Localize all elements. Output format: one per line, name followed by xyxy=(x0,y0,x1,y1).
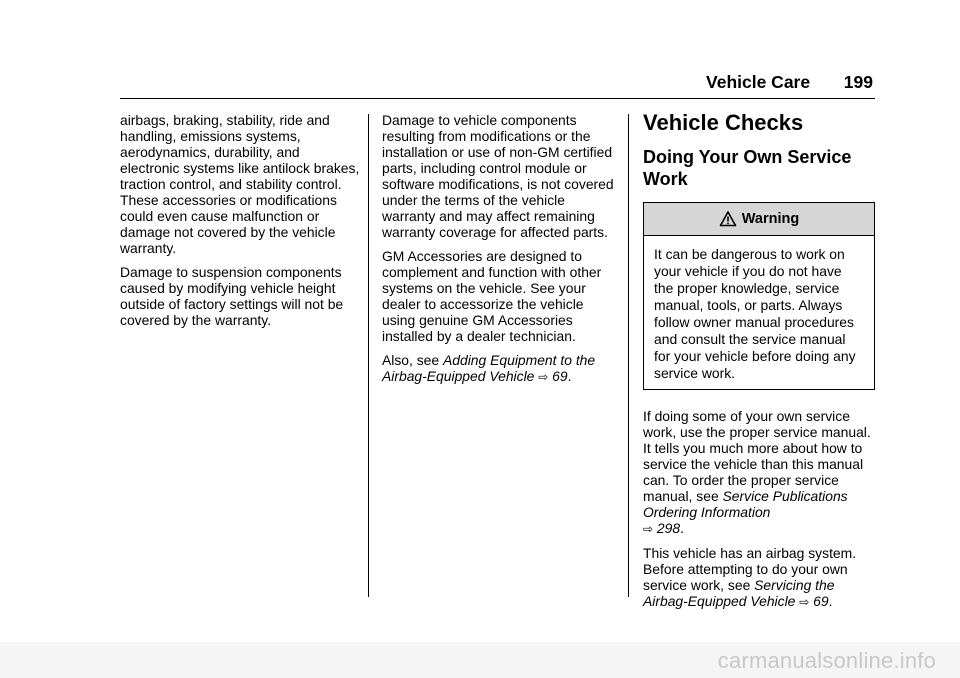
paragraph: airbags, braking, stability, ride and handling, emissions systems, aerodynamics, durability, and electronic systems like antilock brakes, traction control, and stability control. These accessories or modifications could even cause malfunction or damage not covered by the vehicle warranty. xyxy=(120,112,360,256)
column-left xyxy=(120,112,360,336)
text: Also, see xyxy=(382,352,443,368)
warning-title: Warning xyxy=(741,211,800,227)
xref-page[interactable]: 298 xyxy=(656,520,681,536)
page-header xyxy=(706,72,873,98)
warning-box xyxy=(643,202,875,390)
subsection-title: Doing Your Own Service Work xyxy=(643,147,852,189)
xref-link[interactable]: Servicing the Airbag-Equipped Vehicle xyxy=(643,577,835,609)
xref-page[interactable]: 69 xyxy=(813,593,829,609)
watermark-bar xyxy=(0,642,960,678)
page-ref-arrow-icon: ⇨ xyxy=(643,522,654,536)
header-section-title: Vehicle Care xyxy=(706,72,811,92)
warning-triangle-icon xyxy=(719,210,737,228)
paragraph: GM Accessories are designed to complement and function with other systems on the vehicle. See your dealer to accessorize the vehicle using genuine GM Accessories installed by a dealer technician. xyxy=(382,248,602,344)
text: This vehicle has an airbag system. Before attempting to do your own service work, see xyxy=(643,545,857,593)
page-number: 199 xyxy=(843,72,873,92)
paragraph-xref xyxy=(382,352,618,385)
text: . xyxy=(828,593,833,609)
xref-link[interactable]: Adding Equipment to the Airbag-Equipped Vehicle xyxy=(382,352,596,384)
column-divider-1 xyxy=(368,114,369,597)
page-ref-arrow-icon: ⇨ xyxy=(538,370,549,384)
xref-link[interactable]: Service Publications Ordering Information xyxy=(643,488,848,520)
header-rule xyxy=(120,98,875,99)
section-title: Vehicle Checks xyxy=(643,110,804,135)
page-ref-arrow-icon: ⇨ xyxy=(799,595,810,609)
text: If doing some of your own service work, use the proper service manual. It tells you much more about how to service the vehicle than this manual can. To order the proper service manual, see xyxy=(643,408,871,504)
warning-header xyxy=(644,203,874,236)
column-middle xyxy=(382,112,618,393)
paragraph: Damage to suspension components caused by modifying vehicle height outside of factory settings will not be covered by the warranty. xyxy=(120,264,344,328)
paragraph-xref xyxy=(643,408,875,537)
column-right xyxy=(643,110,875,618)
text: . xyxy=(567,368,572,384)
xref-page[interactable]: 69 xyxy=(552,368,568,384)
watermark-text: carmanualsonline.info xyxy=(717,648,936,673)
paragraph: Damage to vehicle components resulting from modifications or the installation or use of non-GM certified parts, including control module or software modifications, is not covered under the terms of the vehicle warranty and may affect remaining warranty coverage for affected parts. xyxy=(382,112,614,240)
warning-text: It can be dangerous to work on your vehicle if you do not have the proper knowledge, service manual, tools, or parts. Always follow owner manual procedures and consult the service manual for your vehicle before doing any service work. xyxy=(654,246,856,381)
paragraph-xref xyxy=(643,545,875,610)
text: . xyxy=(680,520,684,536)
column-divider-2 xyxy=(628,114,629,597)
